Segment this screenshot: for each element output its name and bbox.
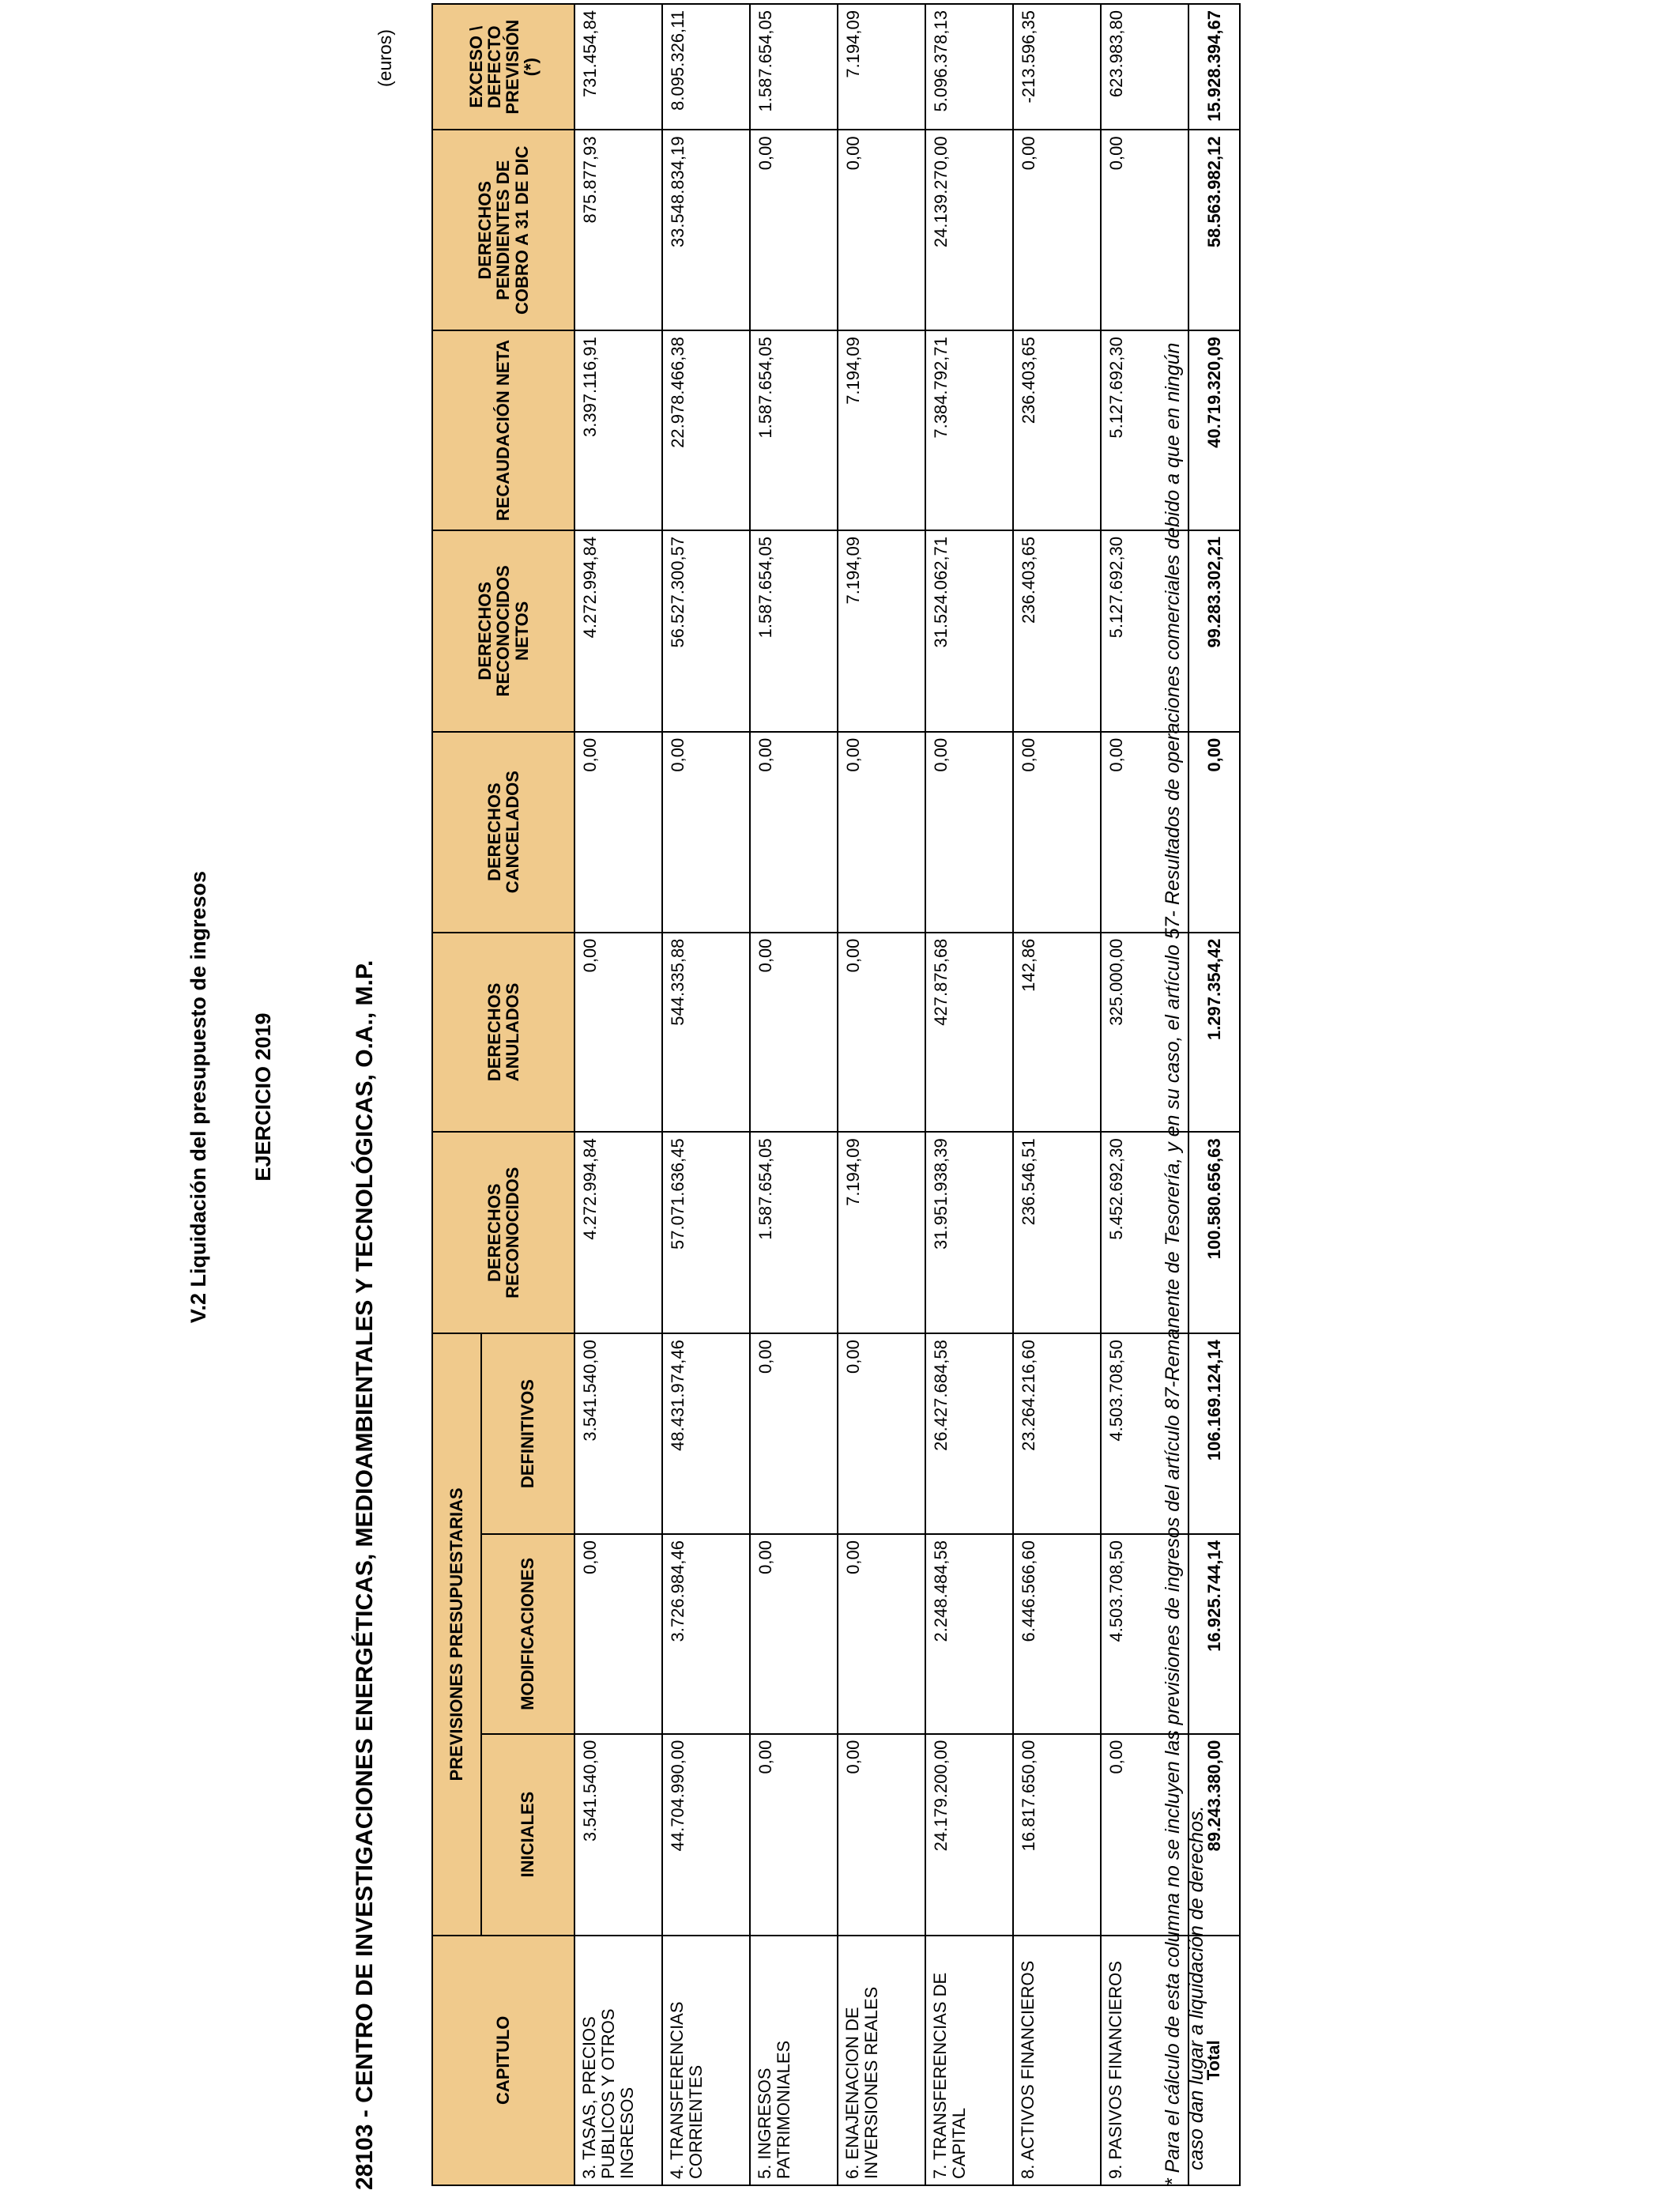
header-previsiones: PREVISIONES PRESUPUESTARIAS bbox=[432, 1333, 481, 1935]
cell-value: 1.587.654,05 bbox=[750, 4, 838, 130]
table-row bbox=[574, 4, 662, 2185]
cell-value: 1.587.654,05 bbox=[750, 530, 838, 732]
cell-value: 236.403,65 bbox=[1013, 530, 1101, 732]
cell-value: 56.527.300,57 bbox=[662, 530, 750, 732]
cell-value: 0,00 bbox=[750, 732, 838, 933]
cell-capitulo: 5. INGRESOS PATRIMONIALES bbox=[750, 1936, 838, 2185]
cell-value: 236.403,65 bbox=[1013, 330, 1101, 530]
cell-value: 0,00 bbox=[1101, 130, 1188, 330]
cell-value: 7.194,09 bbox=[838, 1132, 925, 1333]
cell-value: 3.541.540,00 bbox=[574, 1333, 662, 1534]
cell-value: 1.587.654,05 bbox=[750, 330, 838, 530]
total-value: 16.925.744,14 bbox=[1188, 1534, 1240, 1734]
cell-value: 0,00 bbox=[1101, 732, 1188, 933]
total-value: 1.297.354,42 bbox=[1188, 933, 1240, 1133]
total-value: 40.719.320,09 bbox=[1188, 330, 1240, 530]
cell-value: 5.127.692,30 bbox=[1101, 530, 1188, 732]
cell-value: 427.875,68 bbox=[925, 933, 1013, 1133]
cell-capitulo: 6. ENAJENACION DE INVERSIONES REALES bbox=[838, 1936, 925, 2185]
cell-value: 325.000,00 bbox=[1101, 933, 1188, 1133]
total-value: 99.283.302,21 bbox=[1188, 530, 1240, 732]
cell-value: 57.071.636,45 bbox=[662, 1132, 750, 1333]
footnote-line-1: * Para el cálculo de esta columna no se incluyen las previsiones de ingresos del artículo 87-Remanente de Tesorería, y en su caso, el artículo 57- Resultados de operaciones comerciales debido a que en ningún bbox=[1162, 342, 1184, 2186]
cell-value: 0,00 bbox=[838, 1333, 925, 1534]
total-value: 89.243.380,00 bbox=[1188, 1734, 1240, 1936]
header-exceso: EXCESO \ DEFECTO PREVISIÓN (*) bbox=[432, 4, 574, 130]
cell-value: 7.194,09 bbox=[838, 530, 925, 732]
cell-value: 0,00 bbox=[1013, 732, 1101, 933]
cell-value: 5.127.692,30 bbox=[1101, 330, 1188, 530]
cell-value: 623.983,80 bbox=[1101, 4, 1188, 130]
cell-value: 3.397.116,91 bbox=[574, 330, 662, 530]
cell-value: 0,00 bbox=[838, 1734, 925, 1936]
cell-value: 3.541.540,00 bbox=[574, 1734, 662, 1936]
cell-value: 0,00 bbox=[574, 1534, 662, 1734]
cell-value: 7.384.792,71 bbox=[925, 330, 1013, 530]
table-row bbox=[750, 4, 838, 2185]
budget-table bbox=[431, 3, 1241, 2186]
cell-value: 4.503.708,50 bbox=[1101, 1333, 1188, 1534]
cell-value: 544.335,88 bbox=[662, 933, 750, 1133]
cell-value: 0,00 bbox=[750, 933, 838, 1133]
cell-value: 0,00 bbox=[1101, 1734, 1188, 1936]
cell-value: 24.139.270,00 bbox=[925, 130, 1013, 330]
cell-value: 16.817.650,00 bbox=[1013, 1734, 1101, 1936]
total-value: 106.169.124,14 bbox=[1188, 1333, 1240, 1534]
cell-capitulo: 4. TRANSFERENCIAS CORRIENTES bbox=[662, 1936, 750, 2185]
header-reconocidos: DERECHOS RECONOCIDOS bbox=[432, 1132, 574, 1333]
cell-value: 7.194,09 bbox=[838, 4, 925, 130]
cell-value: 0,00 bbox=[750, 1734, 838, 1936]
cell-value: 0,00 bbox=[838, 732, 925, 933]
total-value: 15.928.394,67 bbox=[1188, 4, 1240, 130]
document-title: V.2 Liquidación del presupuesto de ingresos bbox=[186, 870, 210, 1324]
cell-capitulo: 8. ACTIVOS FINANCIEROS bbox=[1013, 1936, 1101, 2185]
cell-value: 236.546,51 bbox=[1013, 1132, 1101, 1333]
table-row bbox=[1013, 4, 1101, 2185]
cell-value: 5.096.378,13 bbox=[925, 4, 1013, 130]
cell-value: 4.272.994,84 bbox=[574, 1132, 662, 1333]
cell-value: -213.596,35 bbox=[1013, 4, 1101, 130]
cell-value: 7.194,09 bbox=[838, 330, 925, 530]
cell-value: 3.726.984,46 bbox=[662, 1534, 750, 1734]
cell-value: 0,00 bbox=[750, 1534, 838, 1734]
cell-value: 0,00 bbox=[838, 1534, 925, 1734]
cell-value: 5.452.692,30 bbox=[1101, 1132, 1188, 1333]
cell-value: 31.524.062,71 bbox=[925, 530, 1013, 732]
cell-value: 44.704.990,00 bbox=[662, 1734, 750, 1936]
cell-value: 731.454,84 bbox=[574, 4, 662, 130]
total-value: 58.563.982,12 bbox=[1188, 130, 1240, 330]
cell-value: 0,00 bbox=[750, 1333, 838, 1534]
table-row bbox=[925, 4, 1013, 2185]
cell-capitulo: 9. PASIVOS FINANCIEROS bbox=[1101, 1936, 1188, 2185]
header-iniciales: INICIALES bbox=[481, 1734, 574, 1936]
header-recaudacion: RECAUDACIÓN NETA bbox=[432, 330, 574, 530]
total-label: Total bbox=[1188, 1936, 1240, 2185]
cell-value: 33.548.834,19 bbox=[662, 130, 750, 330]
units-label: (euros) bbox=[375, 29, 395, 87]
header-capitulo: CAPITULO bbox=[432, 1936, 574, 2185]
cell-value: 4.272.994,84 bbox=[574, 530, 662, 732]
total-value: 0,00 bbox=[1188, 732, 1240, 933]
document-subtitle: EJERCICIO 2019 bbox=[251, 1012, 275, 1182]
agency-heading: 28103 - CENTRO DE INVESTIGACIONES ENERGÉTICAS, MEDIOAMBIENTALES Y TECNOLÓGICAS, O.A., M.P. bbox=[352, 959, 378, 2190]
table-row bbox=[838, 4, 925, 2185]
header-pendientes: DERECHOS PENDIENTES DE COBRO A 31 DE DIC bbox=[432, 130, 574, 330]
cell-value: 23.264.216,60 bbox=[1013, 1333, 1101, 1534]
cell-value: 26.427.684,58 bbox=[925, 1333, 1013, 1534]
cell-value: 22.978.466,38 bbox=[662, 330, 750, 530]
total-value: 100.580.656,63 bbox=[1188, 1132, 1240, 1333]
cell-value: 31.951.938,39 bbox=[925, 1132, 1013, 1333]
cell-capitulo: 3. TASAS, PRECIOS PUBLICOS Y OTROS INGRESOS bbox=[574, 1936, 662, 2185]
header-anulados: DERECHOS ANULADOS bbox=[432, 933, 574, 1133]
cell-value: 0,00 bbox=[574, 732, 662, 933]
cell-value: 1.587.654,05 bbox=[750, 1132, 838, 1333]
cell-value: 0,00 bbox=[838, 130, 925, 330]
cell-value: 2.248.484,58 bbox=[925, 1534, 1013, 1734]
cell-value: 0,00 bbox=[838, 933, 925, 1133]
cell-value: 48.431.974,46 bbox=[662, 1333, 750, 1534]
cell-value: 6.446.566,60 bbox=[1013, 1534, 1101, 1734]
cell-value: 875.877,93 bbox=[574, 130, 662, 330]
cell-value: 8.095.326,11 bbox=[662, 4, 750, 130]
cell-value: 24.179.200,00 bbox=[925, 1734, 1013, 1936]
cell-value: 4.503.708,50 bbox=[1101, 1534, 1188, 1734]
header-modificaciones: MODIFICACIONES bbox=[481, 1534, 574, 1734]
cell-value: 0,00 bbox=[662, 732, 750, 933]
header-cancelados: DERECHOS CANCELADOS bbox=[432, 732, 574, 933]
cell-value: 0,00 bbox=[925, 732, 1013, 933]
table-row bbox=[662, 4, 750, 2185]
cell-value: 0,00 bbox=[574, 933, 662, 1133]
cell-value: 142,86 bbox=[1013, 933, 1101, 1133]
cell-value: 0,00 bbox=[750, 130, 838, 330]
header-definitivos: DEFINITIVOS bbox=[481, 1333, 574, 1534]
cell-capitulo: 7. TRANSFERENCIAS DE CAPITAL bbox=[925, 1936, 1013, 2185]
header-netos: DERECHOS RECONOCIDOS NETOS bbox=[432, 530, 574, 732]
cell-value: 0,00 bbox=[1013, 130, 1101, 330]
footnote-line-2: caso dan lugar a liquidación de derechos. bbox=[1185, 1805, 1207, 2170]
